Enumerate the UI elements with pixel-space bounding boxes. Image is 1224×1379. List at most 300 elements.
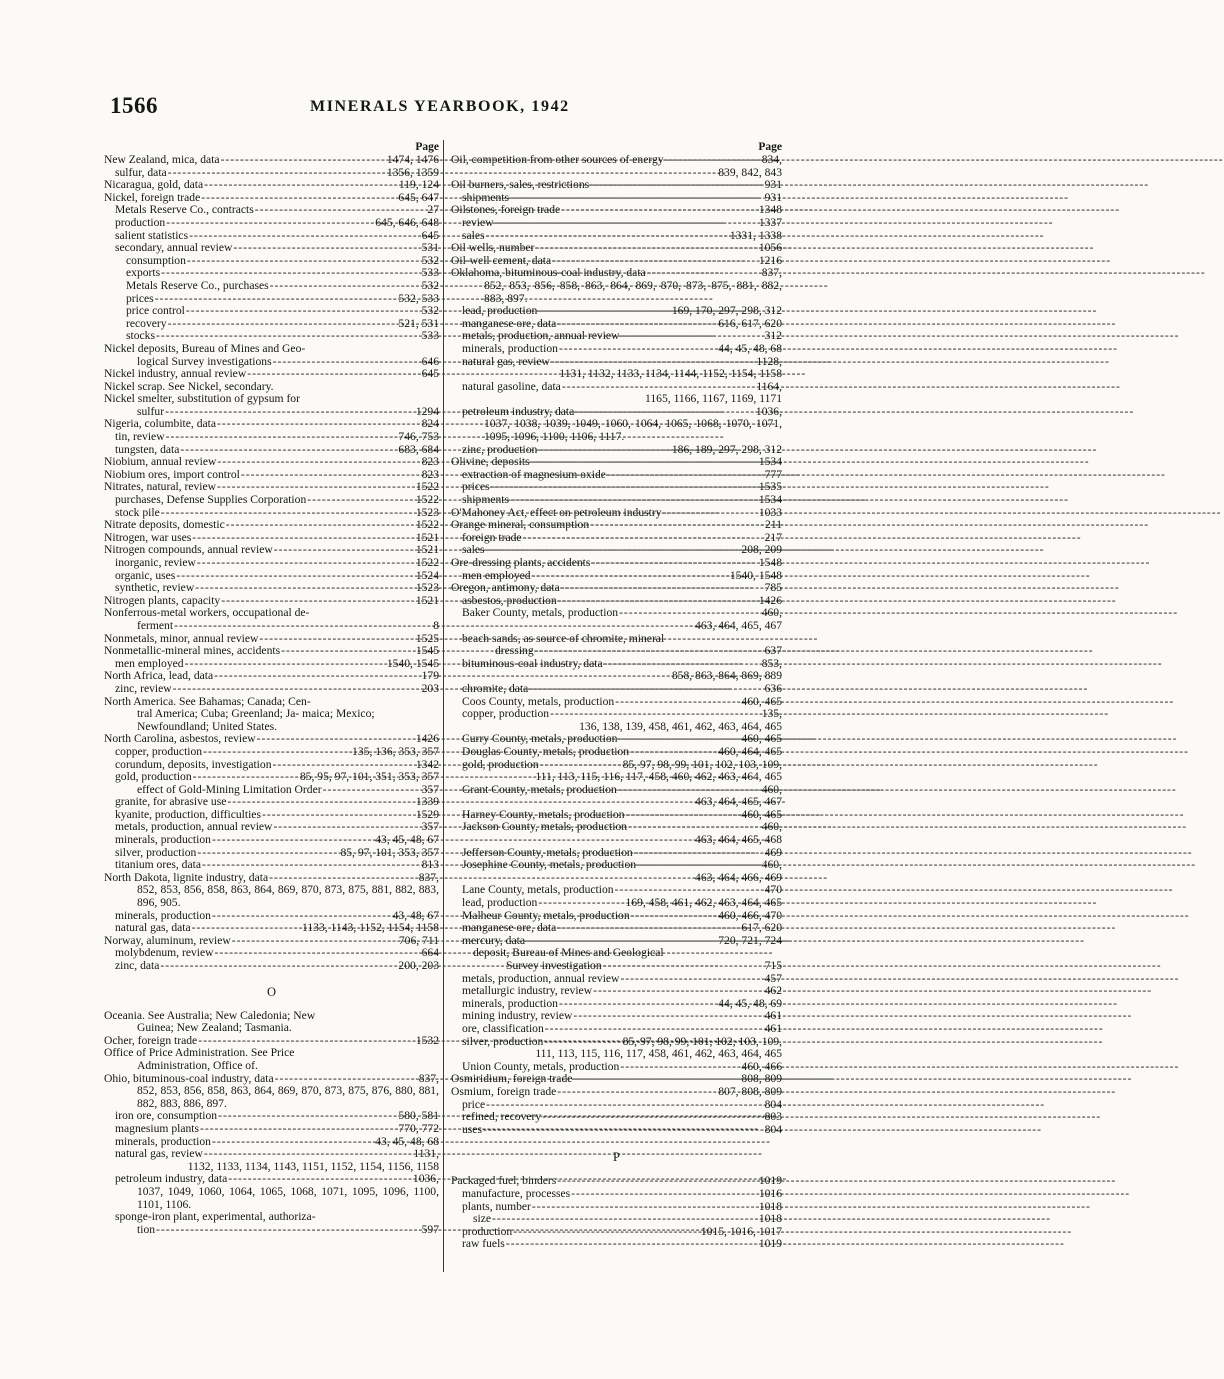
page-reference: 1056 [758, 241, 782, 255]
page-reference: 1216 [758, 253, 782, 267]
page-reference: 460, [761, 858, 782, 872]
entry-line [462, 1188, 782, 1201]
entry-term: Grant County, metals, production [462, 782, 617, 796]
dot-leader [227, 796, 414, 809]
dot-leader [174, 620, 432, 633]
dot-leader [195, 582, 415, 595]
page-reference: 1521 [415, 530, 439, 544]
dot-leader [559, 343, 717, 356]
page-reference: 169, 458, 461, 462, 463, 464, 465 [625, 896, 782, 910]
index-entry [451, 381, 782, 406]
index-entry [104, 1123, 439, 1136]
entry-line [115, 1123, 439, 1136]
entry-line [115, 1148, 439, 1161]
entry-term: Office of Price Administration. See Price [104, 1046, 295, 1060]
entry-term: lead, production [462, 304, 538, 318]
entry-line [462, 683, 782, 696]
dot-leader [204, 1148, 412, 1161]
entry-term: corundum, deposits, investigation [115, 757, 272, 771]
dot-leader [221, 154, 386, 167]
entry-term: copper, production [462, 707, 550, 721]
entry-continuation [462, 645, 782, 658]
index-entry [104, 872, 439, 910]
entry-term: iron ore, consumption [115, 1109, 218, 1123]
index-column-right [451, 140, 782, 1251]
entry-term: Nonferrous-metal workers, occupational de- [104, 606, 310, 620]
entry-line [451, 1086, 782, 1099]
page-reference: 532 [421, 278, 439, 292]
dot-leader [571, 1188, 758, 1201]
entry-term: Niobium ores, import control [104, 467, 240, 481]
page-reference: 616, 617, 620 [718, 316, 782, 330]
page-reference-continuation: 463, 464, 465, 467 [695, 618, 782, 632]
running-title: MINERALS YEARBOOK, 1942 [310, 98, 570, 115]
entry-term: Jackson County, metals, production [462, 820, 628, 834]
page-reference: 853, [761, 656, 782, 670]
entry-term: Nitrogen, war uses [104, 530, 192, 544]
entry-term: Norway, aluminum, review [104, 933, 231, 947]
entry-term: Ocher, foreign trade [104, 1033, 198, 1047]
dot-leader [550, 708, 761, 721]
page-reference: 460, 465 [741, 807, 782, 821]
index-entry [451, 759, 782, 784]
entry-term: prices [462, 480, 490, 494]
page-reference: 43, 45, 48, 67 [375, 833, 439, 847]
entry-term-cont: Survey investigation [506, 959, 602, 972]
entry-term: size [473, 1212, 492, 1226]
entry-term: Curry County, metals, production [462, 732, 618, 746]
dot-leader [226, 519, 415, 532]
index-entry [104, 456, 439, 469]
index-entry [104, 1211, 439, 1236]
entry-term: minerals, production [462, 996, 558, 1010]
dot-leader [492, 1213, 758, 1226]
index-entry [451, 1188, 782, 1201]
page-reference: 1339 [415, 795, 439, 809]
dot-leader [307, 494, 415, 507]
entry-line [451, 582, 782, 595]
entry-term: ore, classification [462, 1021, 544, 1035]
page-reference: 43, 45, 48, 68 [375, 1134, 439, 1148]
index-entry [451, 1036, 782, 1061]
page-reference: 1294 [415, 404, 439, 418]
entry-line [104, 456, 439, 469]
entry-term: North America. See Bahamas; Canada; Cen- [104, 694, 311, 708]
entry-term: Nitrates, natural, review [104, 480, 217, 494]
index-entry [451, 519, 782, 532]
entry-term: titanium ores, data [115, 858, 201, 872]
dot-leader [529, 683, 763, 696]
page-reference: 823 [421, 455, 439, 469]
dot-leader [561, 582, 764, 595]
page-reference: 357 [421, 820, 439, 834]
dot-leader [166, 431, 398, 444]
entry-term-cont: sulfur [137, 404, 165, 418]
dot-leader [593, 985, 764, 998]
index-entry [451, 1238, 782, 1251]
entry-line [462, 922, 782, 935]
index-entry [451, 897, 782, 910]
index-entry [451, 633, 782, 658]
page-reference: 1521 [415, 593, 439, 607]
entry-term: sulfur, data [115, 165, 167, 179]
entry-line [462, 1238, 782, 1251]
page-reference: 580, 581 [398, 1109, 439, 1123]
page-reference: 1523 [415, 581, 439, 595]
index-entry [451, 267, 782, 305]
page-reference: 533 [421, 329, 439, 343]
entry-line [126, 280, 439, 293]
index-entry [451, 456, 782, 469]
entry-term: O'Mahoney Act, effect on petroleum industry [451, 505, 662, 519]
page-reference: 823 [421, 467, 439, 481]
entry-term: Oceania. See Australia; New Caledonia; New [104, 1008, 316, 1022]
page-reference: 931 [764, 178, 782, 192]
page-reference: 804 [764, 1097, 782, 1111]
entry-line [462, 897, 782, 910]
page-reference: 1036, [755, 404, 782, 418]
index-entry [104, 746, 439, 759]
page-reference: 746, 753 [398, 430, 439, 444]
entry-term: Jefferson County, metals, production [462, 845, 633, 859]
page-reference: 357 [421, 782, 439, 796]
page-reference: 460, 466 [741, 1059, 782, 1073]
index-entry [451, 746, 782, 759]
page-reference: 645, 646, 648 [375, 215, 439, 229]
entry-line [115, 494, 439, 507]
entry-term: Lane County, metals, production [462, 883, 614, 897]
page-reference: 470 [764, 883, 782, 897]
page-reference: 1015, 1016, 1017 [700, 1224, 782, 1238]
entry-line [462, 746, 782, 759]
entry-line [462, 343, 782, 356]
entry-term: Nickel smelter, substitution of gypsum for [104, 392, 300, 406]
page-reference: 1474, 1476 [386, 153, 439, 166]
index-entry [451, 343, 782, 356]
entry-line [104, 154, 439, 167]
entry-term: magnesium plants [115, 1121, 200, 1135]
column-divider [443, 140, 444, 1272]
page-reference-continuation: 852, 853, 856, 858, 863, 864, 869, 870, 873, 875, 881, 882, 883, 896, 905. [137, 883, 439, 910]
entry-term: kyanite, production, difficulties [115, 807, 261, 821]
entry-line [115, 796, 439, 809]
entry-line [104, 645, 439, 658]
entry-line [115, 683, 439, 696]
entry-term: silver, production [115, 845, 197, 859]
page-reference: 645 [421, 228, 439, 242]
entry-term: Baker County, metals, production [462, 606, 619, 620]
entry-line [115, 557, 439, 570]
dot-leader [542, 1111, 763, 1124]
index-entry [104, 305, 439, 318]
dot-leader [591, 557, 757, 570]
entry-term: zinc, production [462, 442, 538, 456]
dot-leader [495, 217, 758, 230]
entry-term: Osmiridium, foreign trade [451, 1072, 573, 1086]
entry-line [451, 519, 782, 532]
index-entry [451, 683, 782, 696]
entry-term: Osmium, foreign trade [451, 1084, 557, 1098]
index-entry [104, 1047, 439, 1072]
entry-term: tungsten, data [115, 442, 180, 456]
page-reference: 179 [421, 669, 439, 683]
dot-leader [193, 771, 299, 784]
page-reference: 461 [764, 1009, 782, 1023]
page-reference: 1018 [758, 1212, 782, 1226]
cross-reference-continuation: Administration, Office of. [137, 1058, 258, 1072]
entry-line [115, 771, 439, 784]
entry-line [462, 1111, 782, 1124]
entry-term: New Zealand, mica, data [104, 153, 220, 166]
page-reference: 8 [433, 618, 439, 632]
entry-term: Oil wells, number [451, 241, 535, 255]
page-reference: 931 [764, 190, 782, 204]
section-letter: P [613, 1150, 620, 1165]
dot-leader [186, 305, 421, 318]
page-reference: 211 [765, 518, 782, 532]
entry-term: gold, production [462, 757, 539, 771]
page-reference: 460, [761, 606, 782, 620]
dot-leader [637, 859, 761, 872]
page-reference: 1545 [415, 644, 439, 658]
dot-leader [506, 1238, 758, 1251]
entry-line [462, 985, 782, 998]
entry-term: Nickel, foreign trade [104, 190, 201, 204]
entry-term: organic, uses [115, 568, 176, 582]
entry-term: gold, production [115, 770, 192, 784]
page-reference: 1525 [415, 631, 439, 645]
index-entry [104, 242, 439, 255]
page-reference: 803 [764, 1110, 782, 1124]
dot-leader [247, 368, 420, 381]
entry-line [462, 1124, 782, 1137]
index-entry [104, 771, 439, 784]
page-reference: 44, 45, 48, 69 [718, 996, 782, 1010]
page-reference: 85, 97, 98, 99, 101, 102, 103, 109, [622, 1034, 782, 1048]
page-reference: 1535 [758, 480, 782, 494]
entry-term: deposit, Bureau of Mines and Geological [473, 946, 664, 960]
entry-line [104, 179, 439, 192]
entry-term: sponge-iron plant, experimental, authoriza- [115, 1210, 316, 1224]
entry-term: Nickel scrap. See Nickel, secondary. [104, 379, 274, 393]
page-reference: 532, 533 [398, 291, 439, 305]
entry-term: manufacture, processes [462, 1186, 571, 1200]
entry-term: exports [126, 266, 161, 280]
index-entry [104, 343, 439, 368]
page-reference: 1522 [415, 480, 439, 494]
page-reference: 1018 [758, 1199, 782, 1213]
entry-term: Packaged fuel, binders [451, 1174, 557, 1188]
index-entry [104, 960, 439, 973]
entry-term: granite, for abrasive use [115, 795, 227, 809]
page-reference: 1521 [415, 543, 439, 557]
entry-term: review [462, 215, 494, 229]
entry-term-cont: ferment [137, 618, 174, 632]
entry-term: Metals Reserve Co., contracts [115, 203, 254, 217]
page-reference: 521, 531 [398, 316, 439, 330]
entry-line [462, 494, 782, 507]
index-entry [104, 834, 439, 847]
page-reference: 469 [764, 845, 782, 859]
entry-term: North Carolina, asbestos, review [104, 732, 256, 746]
page-reference: 1522 [415, 556, 439, 569]
page-reference: 1016 [758, 1186, 782, 1200]
index-entry [451, 356, 782, 381]
entry-term: production [462, 1224, 513, 1238]
index-entry [104, 859, 439, 872]
entry-term: chromite, data [462, 681, 529, 695]
page-reference: 1331, 1338 [729, 228, 782, 242]
index-entry [451, 305, 782, 318]
page-number: 1566 [110, 93, 158, 118]
index-entry [104, 1148, 439, 1173]
dot-leader [603, 960, 764, 973]
entry-line [115, 582, 439, 595]
entry-line [451, 179, 782, 192]
page-reference: 460, [761, 782, 782, 796]
entry-term: Oil, competition from other sources of energy [451, 153, 664, 166]
page-reference: 1033 [758, 505, 782, 519]
page-reference: 834, [761, 153, 782, 166]
page-reference: 1540, 1545 [386, 656, 439, 670]
page-reference: 1348 [758, 203, 782, 217]
page-reference: 85, 97, 101, 353, 357 [340, 845, 439, 859]
page-reference: 203 [421, 681, 439, 695]
entry-term: price control [126, 304, 185, 318]
entry-term: asbestos, production [462, 593, 557, 607]
entry-term: minerals, production [115, 833, 211, 847]
page-reference: 645 [421, 367, 439, 381]
page-reference: 837, [418, 870, 439, 884]
entry-line [115, 1211, 439, 1224]
page-reference: 27 [427, 203, 439, 217]
page-reference: 824 [421, 417, 439, 431]
index-entry [451, 859, 782, 884]
entry-term: Niobium, annual review [104, 455, 217, 469]
page-reference: 636 [764, 681, 782, 695]
entry-term: Nitrogen compounds, annual review [104, 543, 273, 557]
dot-leader [192, 922, 301, 935]
entry-line [462, 708, 782, 721]
index-entry [104, 1010, 439, 1035]
entry-term: Nonmetallic-mineral mines, accidents [104, 644, 281, 658]
dot-leader [270, 280, 421, 293]
entry-term: molybdenum, review [115, 946, 214, 960]
page-reference-continuation: 111, 113, 115, 116, 117, 458, 461, 462, 463, 464, 465 [535, 1047, 782, 1061]
page-reference: 1532 [415, 1033, 439, 1047]
page-reference: 457 [764, 971, 782, 985]
page-reference: 43, 48, 67 [392, 908, 439, 922]
page-reference: 1523 [415, 505, 439, 519]
index-entry [104, 696, 439, 734]
page-column-label: Page [758, 141, 782, 153]
entry-line [115, 217, 439, 230]
page-reference: 1131, [413, 1147, 439, 1161]
page-reference: 706, 711 [398, 933, 439, 947]
entry-term: Harney County, metals, production [462, 807, 625, 821]
index-entry [104, 1073, 439, 1111]
page-reference-continuation: 463, 464, 465, 468 [695, 833, 782, 847]
page-reference: 1426 [415, 732, 439, 746]
entry-term: tin, review [115, 430, 165, 444]
page-reference: 837, [761, 266, 782, 280]
entry-term: Nickel deposits, Bureau of Mines and Geo- [104, 341, 306, 355]
index-entry [451, 1023, 782, 1036]
page-reference: 532 [421, 253, 439, 267]
page-reference: 785 [764, 581, 782, 595]
entry-term: metals, production, annual review [115, 820, 273, 834]
dot-leader [204, 179, 398, 192]
entry-term: stock pile [115, 505, 160, 519]
index-entry [451, 1213, 782, 1226]
entry-term: natural gas, review [115, 1147, 203, 1161]
page-reference: 1128, [756, 354, 782, 368]
entry-term: consumption [126, 253, 186, 267]
entry-term: Ore-dressing plants, accidents [451, 556, 591, 569]
entry-term: metals, production, annual review [462, 329, 620, 343]
index-entry [451, 922, 782, 935]
page-reference-continuation: 1037, 1038, 1039, 1049, 1060, 1064, 1065, 1068, 1070, 1071, 1095, 1096, 1100, 1106, 1117. [484, 417, 782, 444]
entry-term: North Dakota, lignite industry, data [104, 870, 269, 884]
page-reference-continuation: 1131, 1132, 1133, 1134, 1144, 1152, 1154, 1158 [559, 367, 782, 381]
page-reference: 683, 684 [398, 442, 439, 456]
entry-line [451, 456, 782, 469]
entry-line [104, 343, 439, 356]
index-entry [104, 607, 439, 632]
index-entry [104, 645, 439, 658]
entry-term: Ohio, bituminous-coal industry, data [104, 1071, 274, 1085]
cross-reference-continuation: Guinea; New Zealand; Tasmania. [137, 1021, 292, 1035]
entry-term: zinc, review [115, 681, 172, 695]
page-reference: 460, 465 [741, 732, 782, 746]
entry-term: salient statistics [115, 228, 189, 242]
index-entry [104, 154, 439, 167]
entry-term: Josephine County, metals, production [462, 858, 637, 872]
entry-term: Oilstones, foreign trade [451, 203, 561, 217]
page-reference: 460, 466, 470 [718, 908, 782, 922]
entry-term: refined, recovery [462, 1110, 542, 1124]
page-reference: 460, [761, 820, 782, 834]
entry-term: shipments [462, 190, 510, 204]
dot-leader [197, 557, 415, 570]
page-reference: 460, 465 [741, 694, 782, 708]
dot-leader [535, 645, 764, 658]
entry-term: inorganic, review [115, 556, 196, 569]
dot-leader [212, 834, 374, 847]
page-reference: 135, 136, 353, 357 [352, 744, 439, 758]
dot-leader [281, 645, 415, 658]
entry-line [462, 217, 782, 230]
page-reference: 85, 97, 98, 99, 101, 102, 103, 109, [622, 757, 782, 771]
entry-term: minerals, production [115, 908, 211, 922]
entry-continuation [473, 960, 782, 973]
entry-term-cont: dressing [495, 644, 534, 658]
entry-continuation [104, 620, 439, 633]
index-entry [451, 708, 782, 733]
page-reference: 1019 [758, 1237, 782, 1251]
section-letter: O [266, 984, 277, 999]
entry-line [126, 305, 439, 318]
page-reference: 1522 [415, 493, 439, 507]
entry-term: Olivine, deposits [451, 455, 530, 469]
page-reference: 664 [421, 946, 439, 960]
page-reference: 646 [421, 354, 439, 368]
index-entry [104, 922, 439, 935]
page-reference-continuation: 111, 113, 115, 116, 117, 458, 460, 462, 463, 464, 465 [535, 770, 782, 784]
entry-term: Oklahoma, bituminous-coal industry, data [451, 266, 646, 280]
entry-term: manganese ore, data [462, 921, 557, 935]
entry-term: minerals, production [462, 341, 558, 355]
